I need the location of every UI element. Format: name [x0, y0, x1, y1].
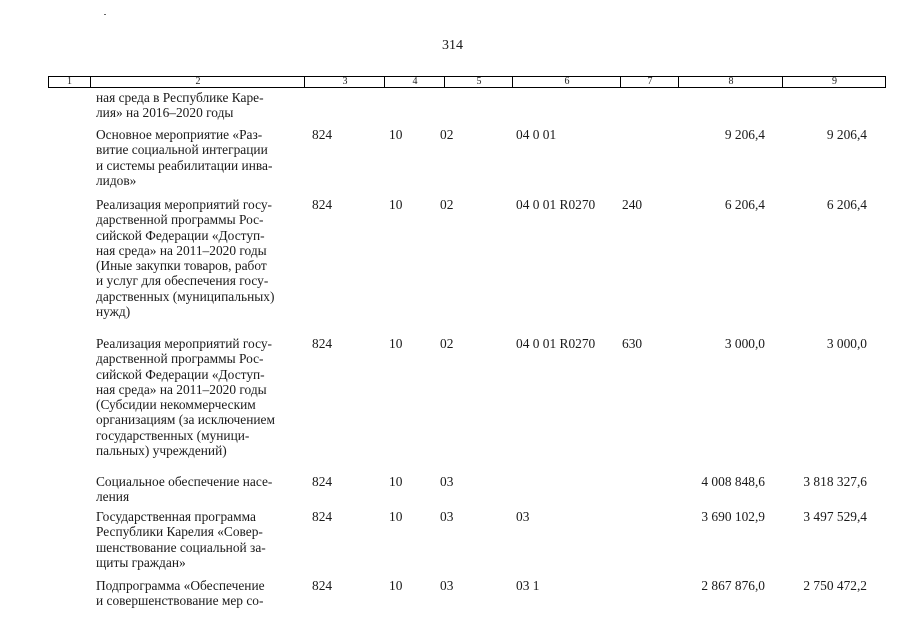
row-name-line: Основное мероприятие «Раз-	[96, 127, 263, 142]
row-name-line: Подпрограмма «Обеспечение	[96, 578, 265, 593]
row-name-line: Социальное обеспечение насе-	[96, 474, 273, 489]
header-col-4: 4	[384, 77, 445, 87]
header-col-3: 3	[304, 77, 385, 87]
row-name-line: витие социальной интеграции	[96, 142, 268, 158]
row-target-article: 03	[516, 509, 530, 524]
row-section-code: 10	[389, 336, 403, 351]
row-expense-type: 240	[622, 197, 643, 212]
row-name	[96, 474, 306, 505]
row-amount-col9: 2 750 472,2	[803, 578, 867, 593]
row-subsection-code: 03	[440, 578, 454, 593]
row-name-line: Республики Карелия «Совер-	[96, 524, 263, 540]
row-subsection-code: 02	[440, 197, 454, 212]
table-header-row	[48, 76, 886, 88]
row-section-code: 10	[389, 197, 403, 212]
row-section-code: 10	[389, 474, 403, 489]
row-amount-col8: 2 867 876,0	[701, 578, 765, 593]
header-col-2: 2	[90, 77, 305, 87]
row-name-line: (Субсидии некоммерческим	[96, 397, 256, 413]
row-name-line: шенствование социальной за-	[96, 539, 266, 555]
row-ministry-code: 824	[312, 474, 333, 489]
row-ministry-code: 824	[312, 127, 333, 142]
row-name	[96, 127, 306, 188]
row-amount-col8: 4 008 848,6	[701, 474, 765, 489]
row-ministry-code: 824	[312, 509, 333, 524]
header-col-9: 9	[782, 77, 886, 87]
row-section-code: 10	[389, 127, 403, 142]
row-name-line: лидов»	[96, 172, 137, 188]
row-name-line: организациям (за исключением	[96, 412, 275, 428]
row-expense-type: 630	[622, 336, 643, 351]
row-subsection-code: 03	[440, 509, 454, 524]
row-name-line: дарственной программы Рос-	[96, 212, 264, 228]
row-name-line: (Иные закупки товаров, работ	[96, 258, 267, 274]
header-col-5: 5	[444, 77, 513, 87]
row-name-line: щиты граждан»	[96, 554, 186, 570]
row-target-article: 04 0 01 R0270	[516, 336, 596, 351]
row-target-article: 03 1	[516, 578, 540, 593]
row-name-line: пальных) учреждений)	[96, 443, 227, 459]
row-name-line: и совершенствование мер со-	[96, 593, 264, 609]
row-amount-col9: 3 000,0	[826, 336, 867, 351]
header-col-6: 6	[512, 77, 621, 87]
row-ministry-code: 824	[312, 578, 333, 593]
row-name-line: Реализация мероприятий госу-	[96, 197, 272, 212]
row-amount-col8: 3 690 102,9	[701, 509, 765, 524]
row-section-code: 10	[389, 578, 403, 593]
row-amount-col8: 3 000,0	[724, 336, 765, 351]
row-ministry-code: 824	[312, 336, 333, 351]
header-col-7: 7	[620, 77, 679, 87]
row-amount-col8: 9 206,4	[724, 127, 765, 142]
row-amount-col9: 3 497 529,4	[803, 509, 867, 524]
row-target-article: 04 0 01	[516, 127, 557, 142]
scan-speck	[104, 14, 106, 15]
row-amount-col9: 9 206,4	[826, 127, 867, 142]
row-target-article: 04 0 01 R0270	[516, 197, 596, 212]
row-name-line: дарственной программы Рос-	[96, 351, 264, 367]
row-name-line: Государственная программа	[96, 509, 256, 524]
row-name	[96, 197, 306, 319]
row-subsection-code: 02	[440, 127, 454, 142]
row-name-line: сийской Федерации «Доступ-	[96, 227, 265, 243]
row-name	[96, 578, 306, 609]
row-name-line: государственных (муници-	[96, 427, 250, 443]
row-name	[96, 509, 306, 570]
row-subsection-code: 03	[440, 474, 454, 489]
row-name-line: ная среда» на 2011–2020 годы	[96, 381, 267, 397]
row-name-line: ная среда» на 2011–2020 годы	[96, 242, 267, 258]
row-name-line: Реализация мероприятий госу-	[96, 336, 272, 351]
row-name-line: нужд)	[96, 304, 131, 320]
row-name-line: и системы реабилитации инва-	[96, 157, 273, 173]
row-section-code: 10	[389, 509, 403, 524]
continuation-line: лия» на 2016–2020 годы	[96, 105, 234, 121]
header-col-8: 8	[678, 77, 783, 87]
row-amount-col8: 6 206,4	[724, 197, 765, 212]
row-name-line: и услуг для обеспечения госу-	[96, 273, 269, 289]
row-name	[96, 336, 306, 458]
row-name-line: сийской Федерации «Доступ-	[96, 366, 265, 382]
row-name-line: дарственных (муниципальных)	[96, 288, 275, 304]
continuation-line: ная среда в Республике Каре-	[96, 90, 264, 105]
continuation-text	[96, 90, 306, 121]
row-subsection-code: 02	[440, 336, 454, 351]
row-amount-col9: 6 206,4	[826, 197, 867, 212]
row-ministry-code: 824	[312, 197, 333, 212]
header-col-1: 1	[67, 76, 72, 87]
page-number: 314	[442, 38, 463, 53]
row-amount-col9: 3 818 327,6	[803, 474, 867, 489]
row-name-line: ления	[96, 489, 130, 505]
